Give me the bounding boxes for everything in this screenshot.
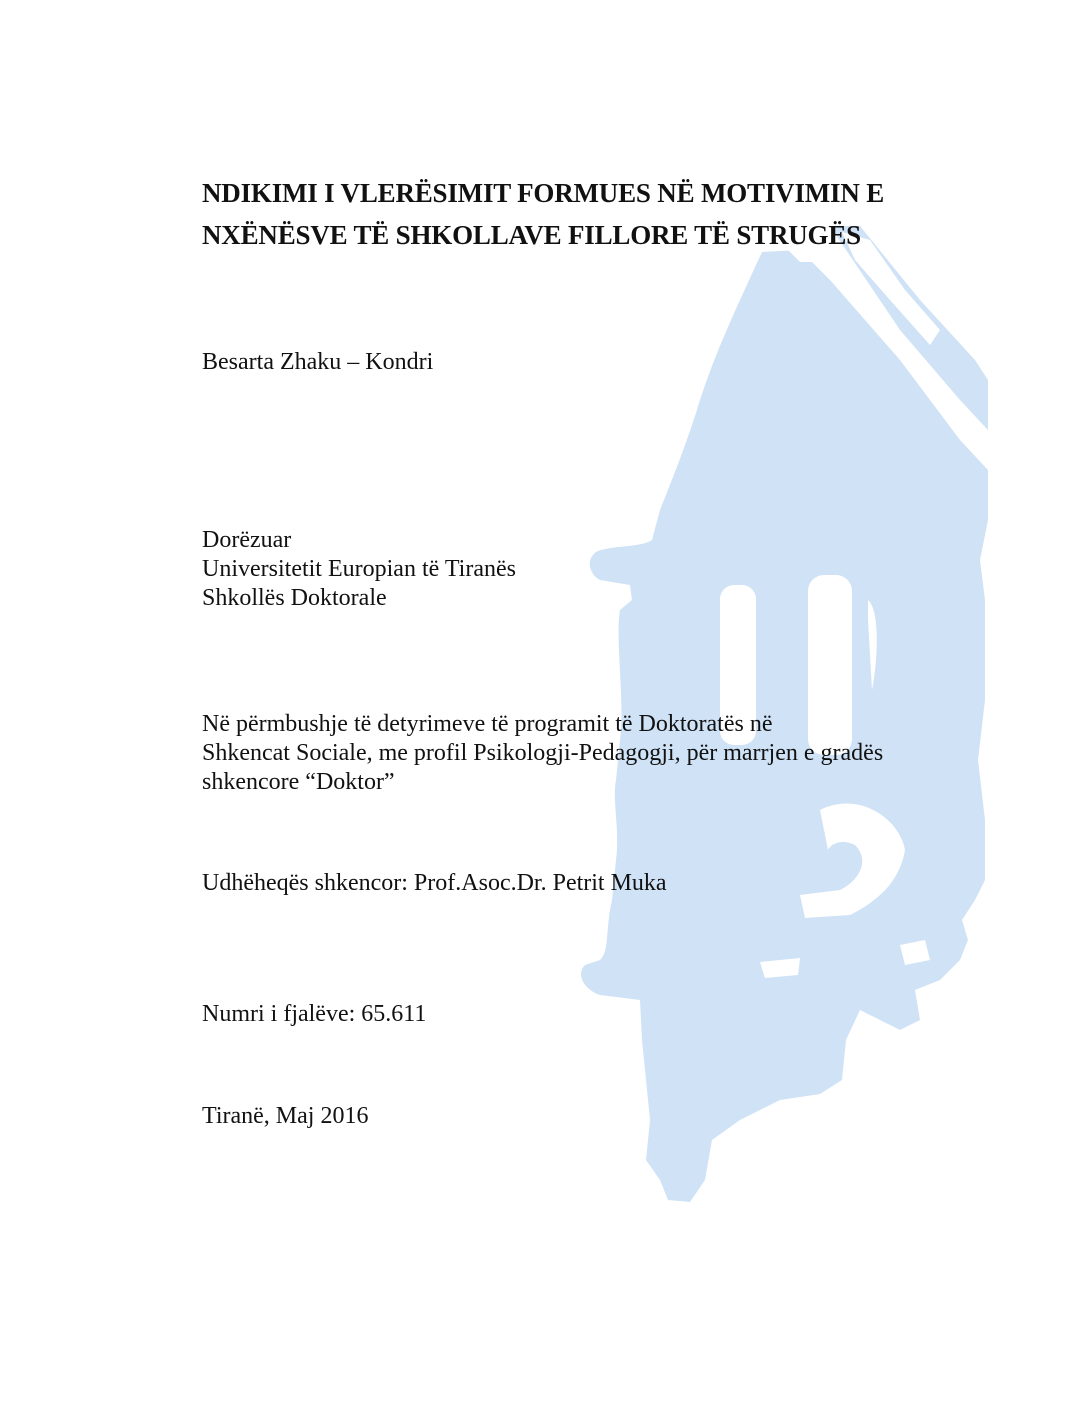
author-name: Besarta Zhaku – Kondri	[202, 349, 434, 375]
submission-block	[202, 526, 516, 613]
fulfillment-statement	[202, 710, 883, 797]
supervisor: Udhëheqës shkencor: Prof.Asoc.Dr. Petrit Muka	[202, 870, 667, 896]
word-count: Numri i fjalëve: 65.611	[202, 1001, 427, 1027]
place-date: Tiranë, Maj 2016	[202, 1103, 369, 1129]
fulfillment-line: Në përmbushje të detyrimeve të programit të Doktoratës në	[202, 711, 773, 737]
title-line: NXËNËSVE TË SHKOLLAVE FILLORE TË STRUGËS	[202, 220, 861, 250]
submission-line: Dorëzuar	[202, 527, 292, 553]
thesis-title	[202, 172, 982, 256]
submission-line: Shkollës Doktorale	[202, 585, 387, 611]
title-line: NDIKIMI I VLERËSIMIT FORMUES NË MOTIVIMIN E	[202, 178, 884, 208]
fulfillment-line: Shkencat Sociale, me profil Psikologji-Pedagogji, për marrjen e gradës	[202, 740, 884, 766]
submission-line: Universitetit Europian të Tiranës	[202, 556, 516, 582]
fulfillment-line: shkencore “Doktor”	[202, 769, 395, 795]
